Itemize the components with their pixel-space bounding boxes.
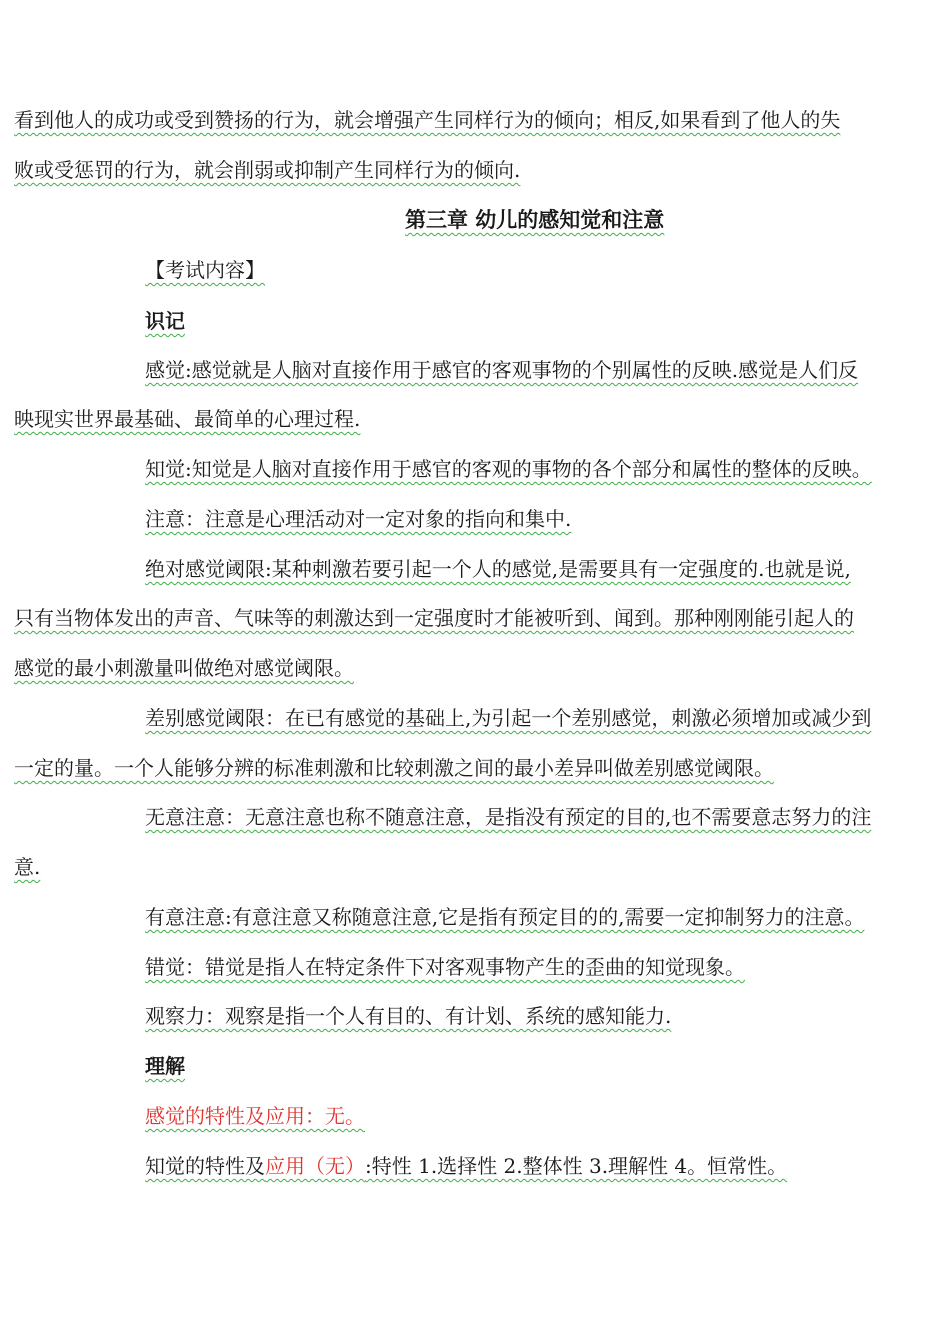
voluntary-attention-definition: 有意注意:有意注意又称随意注意,它是指有预定目的的,需要一定抑制努力的注意。: [145, 905, 865, 929]
perception-application-red: 应用（无）: [265, 1154, 365, 1178]
intro-line-1: 看到他人的成功或受到赞扬的行为，就会增强产生同样行为的倾向；相反,如果看到了他人的失: [14, 108, 841, 132]
involuntary-attention-line-1: 无意注意：无意注意也称不随意注意，是指没有预定的目的,也不需要意志努力的注: [145, 805, 872, 829]
attention-definition: 注意：注意是心理活动对一定对象的指向和集中.: [145, 507, 572, 531]
absolute-threshold-line-1: 绝对感觉阈限:某种刺激若要引起一个人的感觉,是需要具有一定强度的.也就是说,: [145, 557, 851, 581]
perception-properties-suffix: :特性 1.选择性 2.整体性 3.理解性 4。恒常性。: [365, 1154, 788, 1178]
intro-line-2: 败或受惩罚的行为，就会削弱或抑制产生同样行为的倾向.: [14, 158, 521, 182]
illusion-definition: 错觉：错觉是指人在特定条件下对客观事物产生的歪曲的知觉现象。: [145, 955, 745, 979]
sensation-definition-line-2: 映现实世界最基础、最简单的心理过程.: [14, 407, 361, 431]
chapter-title: 第三章 幼儿的感知觉和注意: [405, 208, 665, 232]
absolute-threshold-line-3: 感觉的最小刺激量叫做绝对感觉阈限。: [14, 656, 354, 680]
observation-definition: 观察力：观察是指一个人有目的、有计划、系统的感知能力.: [145, 1004, 672, 1028]
sensation-definition-line-1: 感觉:感觉就是人脑对直接作用于感官的客观事物的个别属性的反映.感觉是人们反: [145, 358, 859, 382]
perception-properties-line: [145, 1152, 787, 1180]
involuntary-attention-line-2: 意.: [14, 855, 41, 879]
absolute-threshold-line-2: 只有当物体发出的声音、气味等的刺激达到一定强度时才能被听到、闻到。那种刚刚能引起人的: [14, 606, 854, 630]
difference-threshold-line-2: 一定的量。一个人能够分辨的标准刺激和比较刺激之间的最小差异叫做差别感觉阈限。: [14, 756, 774, 780]
section-understand-heading: 理解: [145, 1054, 185, 1078]
perception-definition: 知觉:知觉是人脑对直接作用于感官的客观的事物的各个部分和属性的整体的反映。: [145, 457, 872, 481]
section-memorize-heading: 识记: [145, 309, 185, 333]
exam-content-heading: 【考试内容】: [145, 258, 265, 282]
difference-threshold-line-1: 差别感觉阈限：在已有感觉的基础上,为引起一个差别感觉，刺激必须增加或减少到: [145, 706, 872, 730]
sensation-properties-line: 感觉的特性及应用：无。: [145, 1104, 365, 1128]
perception-properties-prefix: 知觉的特性及: [145, 1154, 265, 1178]
